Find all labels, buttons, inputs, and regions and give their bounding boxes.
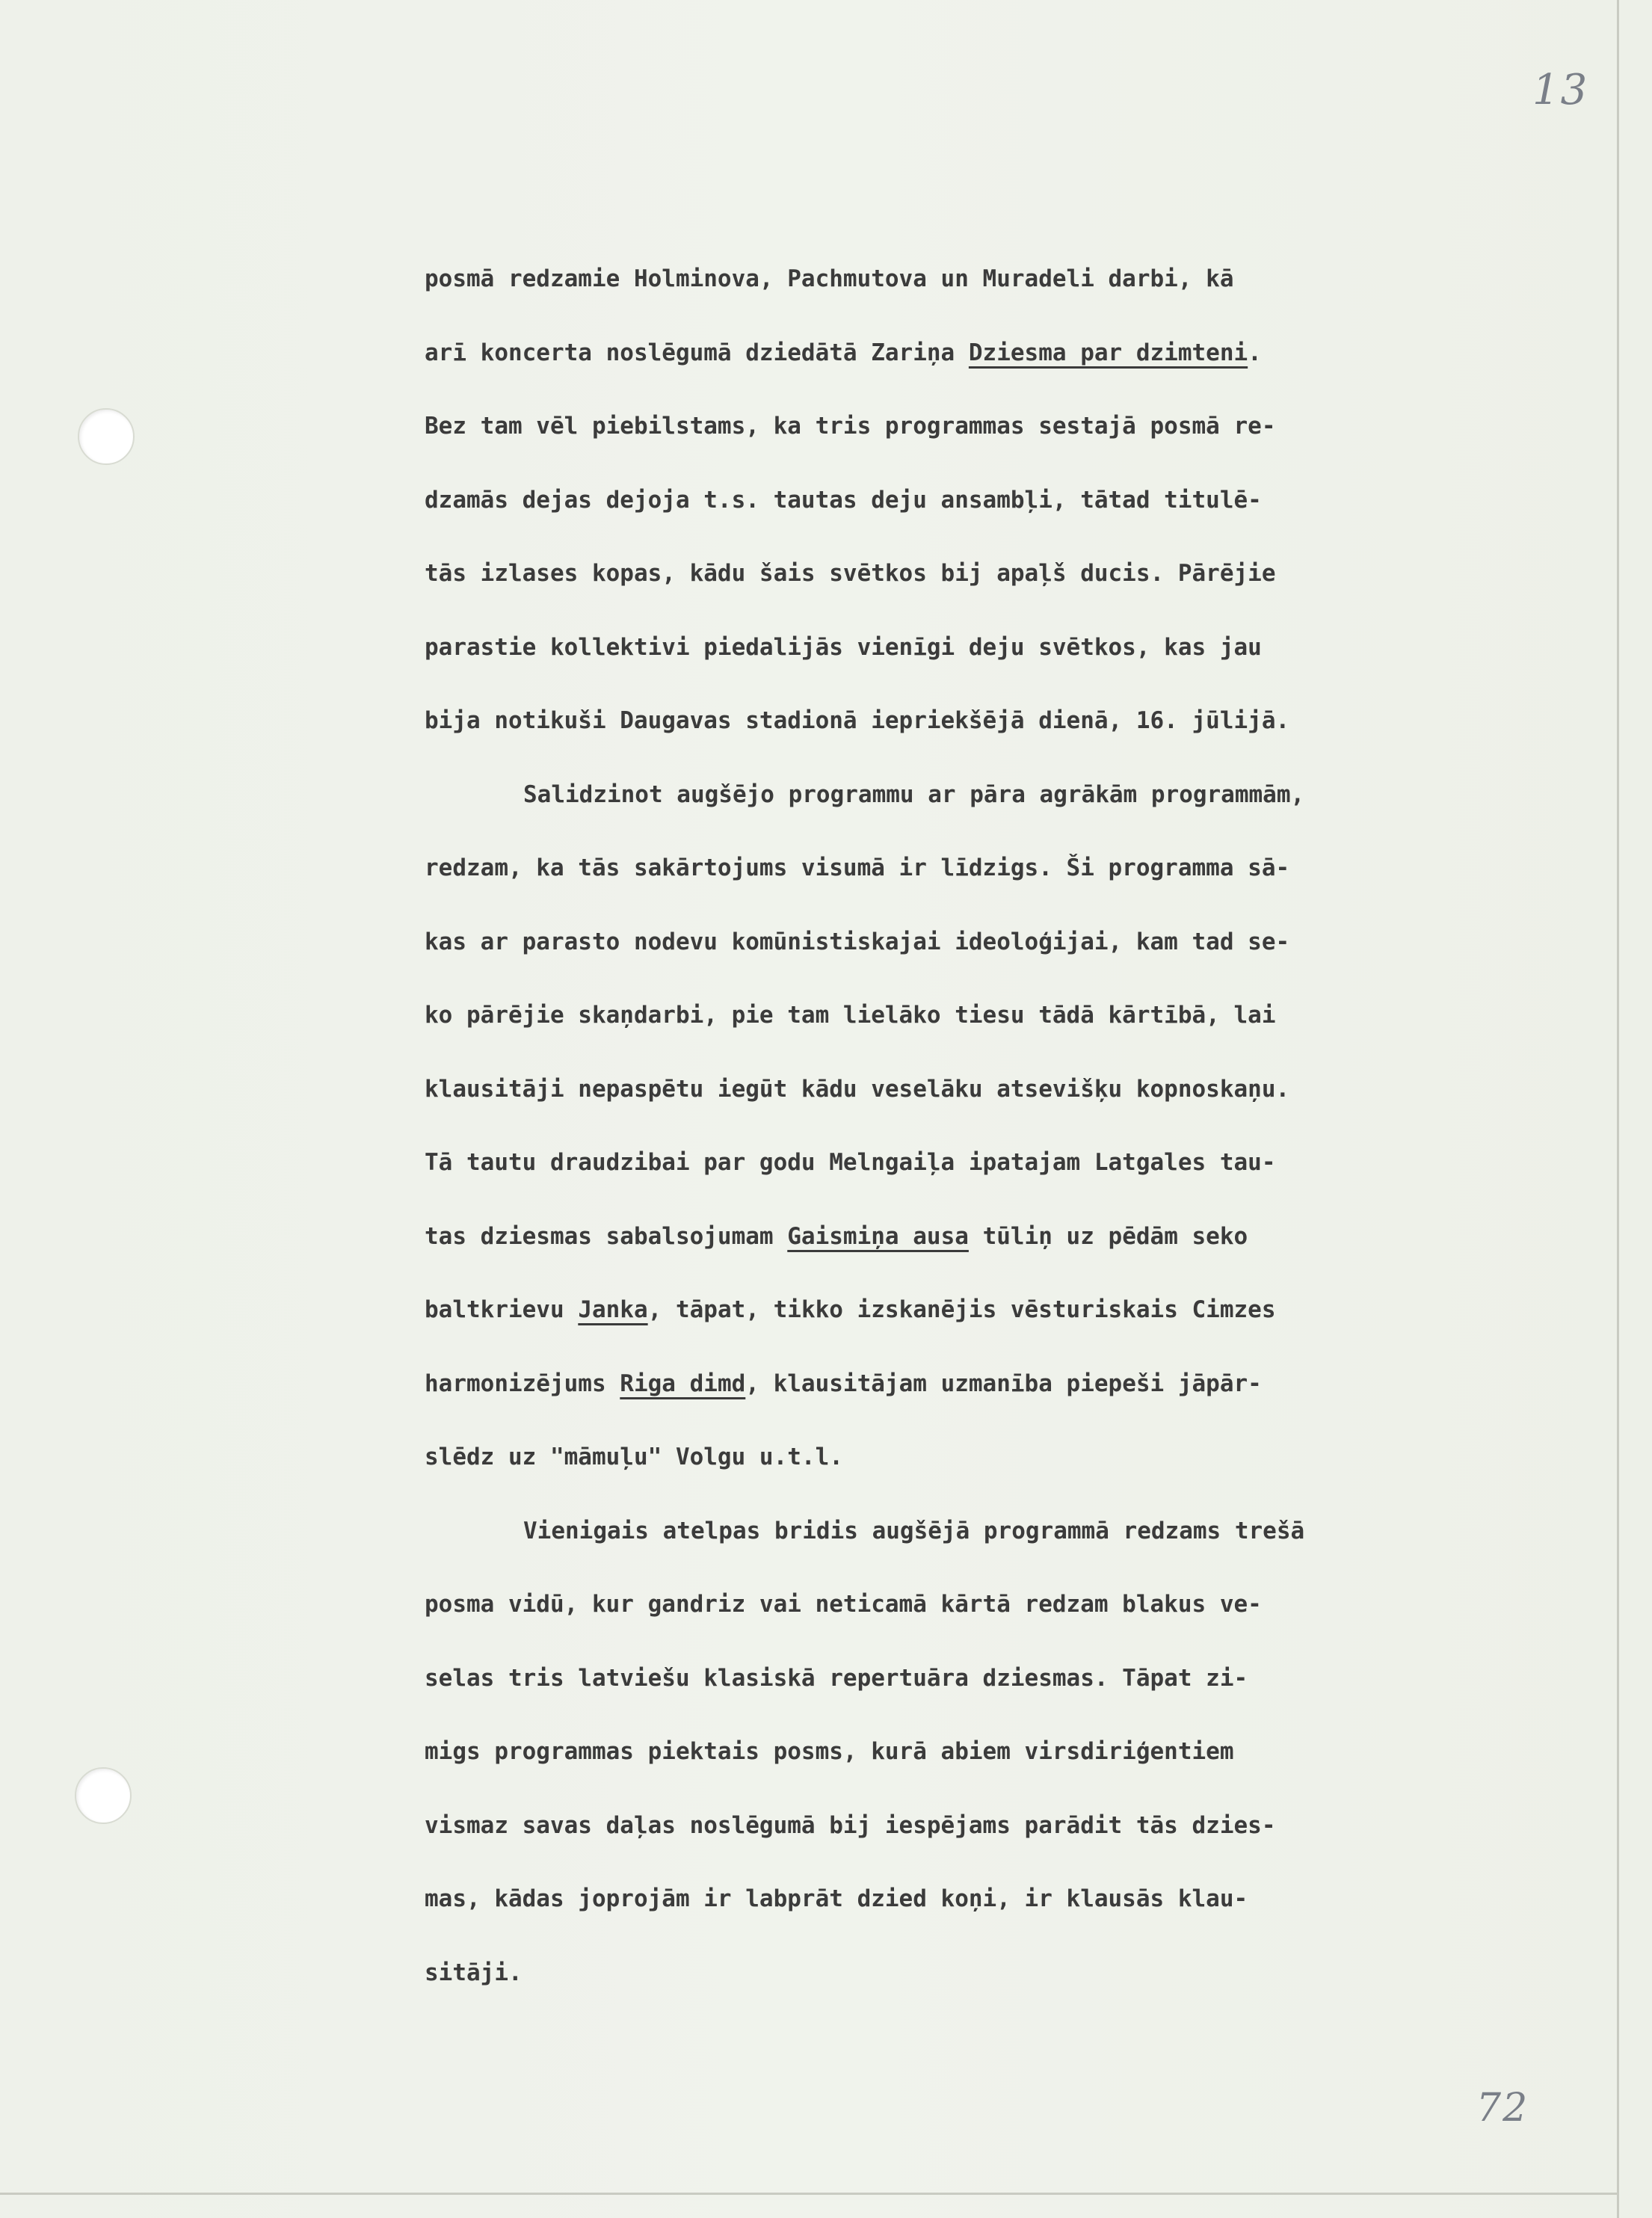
text-segment: harmonizējums — [425, 1370, 620, 1397]
text-line — [425, 1936, 1591, 2010]
text-segment: mas, kādas joprojām ir labprāt dzied koņi, ir klausās klau- — [425, 1885, 1248, 1912]
text-segment: tūliņ uz pēdām seko — [968, 1222, 1248, 1250]
text-line — [425, 1715, 1591, 1789]
text-line — [425, 684, 1591, 758]
text-segment: , klausitājam uzmanība piepeši jāpār- — [745, 1370, 1262, 1397]
text-segment: posmā redzamie Holminova, Pachmutova un Muradeli darbi, kā — [425, 265, 1234, 292]
page-number-top: 13 — [1532, 66, 1589, 114]
text-line — [425, 1126, 1591, 1200]
text-segment: . — [1248, 339, 1262, 366]
text-line — [425, 979, 1591, 1053]
text-line — [425, 316, 1591, 390]
text-segment: Salidzinot augšējo programmu ar pāra agrākām programmām, — [523, 780, 1305, 808]
text-segment: ko pārējie skaņdarbi, pie tam lielāko tiesu tādā kārtībā, lai — [425, 1002, 1276, 1029]
text-line — [425, 1347, 1591, 1421]
text-line — [425, 1053, 1591, 1127]
page-number-bottom: 72 — [1476, 2086, 1529, 2131]
text-line — [425, 1862, 1591, 1936]
underlined-title: Riga dimd — [620, 1370, 746, 1397]
text-line — [425, 389, 1591, 463]
underlined-title: Janka — [578, 1296, 648, 1323]
text-line — [425, 463, 1591, 537]
text-segment: sitāji. — [425, 1959, 523, 1986]
text-segment: posma vidū, kur gandriz vai neticamā kārtā redzam blakus ve- — [425, 1591, 1262, 1618]
text-segment: baltkrievu — [425, 1296, 579, 1323]
text-segment: klausitāji nepaspētu iegūt kādu veselāku atsevišķu kopnoskaņu. — [425, 1075, 1290, 1103]
text-line — [425, 831, 1591, 905]
punch-hole-bottom — [75, 1767, 132, 1824]
text-segment: Tā tautu draudzibai par godu Melngaiļa ipatajam Latgales tau- — [425, 1149, 1276, 1176]
text-segment: kas ar parasto nodevu komūnistiskajai ideoloģijai, kam tad se- — [425, 928, 1290, 955]
text-segment: migs programmas piektais posms, kurā abiem virsdiriģentiem — [425, 1738, 1234, 1765]
text-line — [425, 611, 1591, 685]
text-segment: tas dziesmas sabalsojumam — [425, 1222, 788, 1250]
underlined-title: Dziesma par dzimteni — [968, 339, 1248, 366]
text-line — [425, 1420, 1591, 1494]
text-segment: Vienigais atelpas bridis augšējā programmā redzams trešā — [523, 1517, 1305, 1544]
underlined-title: Gaismiņa ausa — [787, 1222, 969, 1250]
text-segment: , tāpat, tikko izskanējis vēsturiskais Cimzes — [647, 1296, 1276, 1323]
text-line — [425, 242, 1591, 316]
text-line — [425, 1273, 1591, 1347]
text-line — [425, 1789, 1591, 1863]
text-line — [425, 758, 1591, 832]
text-segment: bija notikuši Daugavas stadionā iepriekšējā dienā, 16. jūlijā. — [425, 707, 1290, 734]
text-segment: dzamās dejas dejoja t.s. tautas deju ansambļi, tātad titulē- — [425, 486, 1262, 514]
typewritten-body — [425, 242, 1591, 2009]
text-segment: vismaz savas daļas noslēgumā bij iespējams parādit tās dzies- — [425, 1811, 1276, 1839]
text-segment: arī koncerta noslēgumā dziedātā Zariņa — [425, 339, 969, 366]
text-segment: slēdz uz "māmuļu" Volgu u.t.l. — [425, 1444, 843, 1470]
page-edge-right — [1617, 0, 1619, 2218]
text-line — [425, 537, 1591, 611]
text-segment: Bez tam vēl piebilstams, ka tris programmas sestajā posmā re- — [425, 413, 1276, 440]
text-segment: selas tris latviešu klasiskā repertuāra dziesmas. Tāpat zi- — [425, 1664, 1248, 1692]
page-edge-bottom — [0, 2193, 1619, 2195]
text-segment: redzam, ka tās sakārtojums visumā ir līdzigs. Ši programma sā- — [425, 854, 1290, 881]
text-segment: parastie kollektivi piedalijās vienīgi deju svētkos, kas jau — [425, 633, 1262, 661]
text-line — [425, 1568, 1591, 1642]
text-segment: tās izlases kopas, kādu šais svētkos bij apaļš ducis. Pārējie — [425, 560, 1276, 587]
text-line — [425, 905, 1591, 979]
punch-hole-top — [78, 408, 135, 465]
text-line — [425, 1642, 1591, 1716]
text-line — [425, 1494, 1591, 1568]
text-line — [425, 1200, 1591, 1274]
